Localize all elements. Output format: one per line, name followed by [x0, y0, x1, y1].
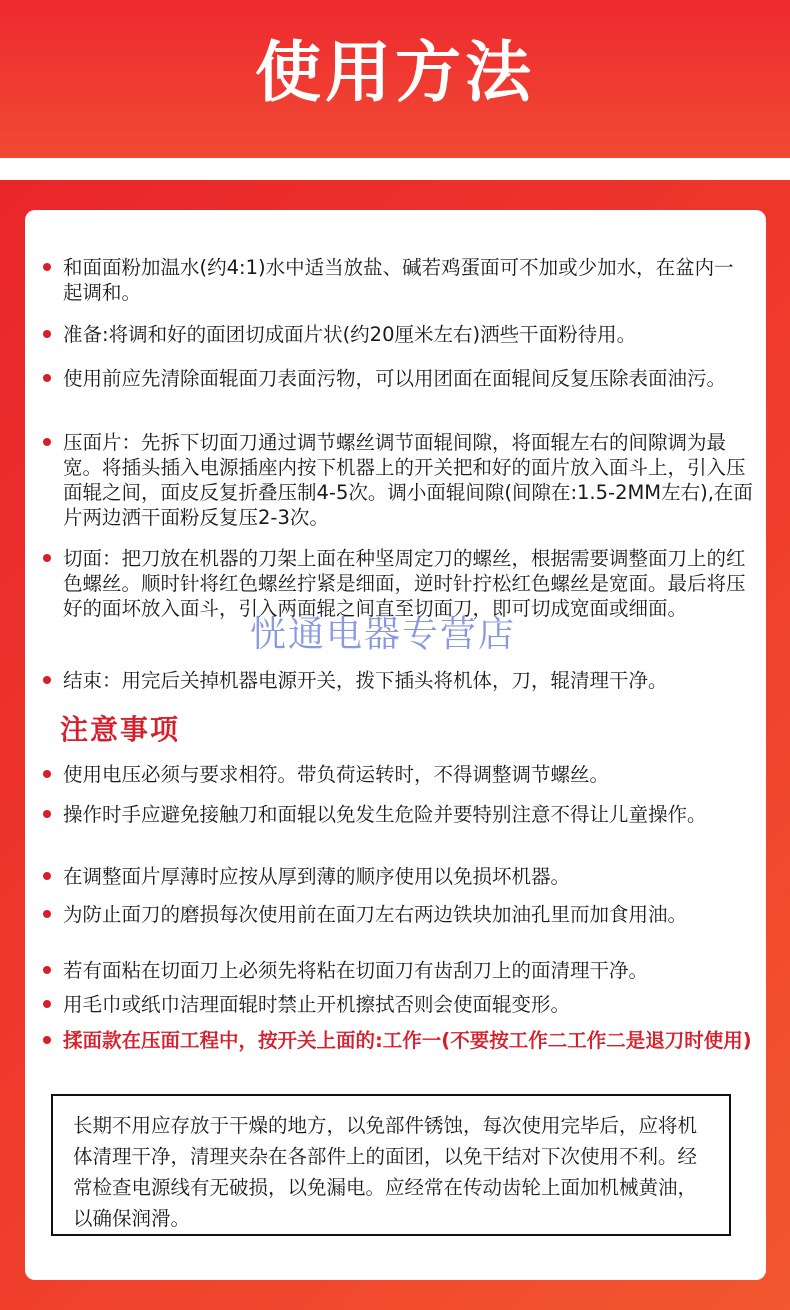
- usage-item-clean-before: 使用前应先清除面辊面刀表面污物，可以用团面在面辊间反复压除表面油污。: [63, 366, 753, 391]
- note-item-clean-blade: 若有面粘在切面刀上必须先将粘在切面刀有齿刮刀上的面清理干净。: [63, 958, 753, 983]
- bullet-icon: [43, 263, 51, 271]
- store-watermark: 恍通电器专营店: [250, 614, 517, 655]
- bullet-icon: [43, 330, 51, 338]
- bullet-icon: [43, 438, 51, 446]
- page-title: 使用方法: [255, 34, 535, 111]
- bullet-icon: [43, 374, 51, 382]
- notes-title: 注意事项: [60, 713, 181, 746]
- bullet-icon: [43, 910, 51, 918]
- bullet-icon: [43, 1036, 51, 1044]
- note-item-oil: 为防止面刀的磨损每次使用前在面刀左右两边铁块加油孔里而加食用油。: [63, 902, 753, 927]
- instructions-card: [25, 210, 766, 1280]
- usage-item-cutting: 切面：把刀放在机器的刀架上面在种坚周定刀的螺丝，根据需要调整面刀上的红色螺丝。顺时针将红色螺丝拧紧是细面，逆时针拧松红色螺丝是宽面。最后将压好的面坏放入面斗，引入两面辊之间直至切面刀，即可切成宽面或细面。: [63, 546, 753, 621]
- usage-item-prepare: 准备:将调和好的面团切成面片状(约20厘米左右)洒些干面粉待用。: [63, 322, 753, 347]
- bullet-icon: [43, 770, 51, 778]
- note-item-voltage: 使用电压必须与要求相符。带负荷运转时，不得调整调节螺丝。: [63, 762, 753, 787]
- note-item-hand-safety: 操作时手应避免接触刀和面辊以免发生危险并要特别注意不得让儿童操作。: [63, 802, 753, 827]
- bullet-icon: [43, 1000, 51, 1008]
- bullet-icon: [43, 966, 51, 974]
- header-band: [0, 0, 790, 158]
- header-divider: [0, 158, 790, 180]
- bullet-icon: [43, 554, 51, 562]
- usage-item-finish: 结束：用完后关掉机器电源开关，拨下插头将机体，刀，辊清理干净。: [63, 668, 753, 693]
- maintenance-notice-box: [51, 1094, 731, 1236]
- note-item-thickness: 在调整面片厚薄时应按从厚到薄的顺序使用以免损坏机器。: [63, 864, 753, 889]
- bullet-icon: [43, 810, 51, 818]
- usage-item-press-sheet: 压面片：先拆下切面刀通过调节螺丝调节面辊间隙，将面辊左右的间隙调为最宽。将插头插入电源插座内按下机器上的开关把和好的面片放入面斗上，引入压面辊之间，面皮反复折叠压制4-5次。调小面辊间隙(间隙在:1.5-2MM左右),在面片两边洒干面粉反复压2-3次。: [63, 430, 753, 530]
- note-item-work-mode: 揉面款在压面工程中，按开关上面的:工作一(不要按工作二工作二是退刀时使用): [63, 1028, 753, 1053]
- note-item-wipe-roller: 用毛巾或纸巾洁理面辊时禁止开机擦拭否则会使面辊变形。: [63, 992, 753, 1017]
- bullet-icon: [43, 676, 51, 684]
- maintenance-notice-text: 长期不用应存放于干燥的地方，以免部件锈蚀，每次使用完毕后，应将机体清理干净，清理夹杂在各部件上的面团，以免干结对下次使用不利。经常检查电源线有无破损，以免漏电。应经常在传动齿轮上面加机械黄油，以确保润滑。: [73, 1114, 698, 1230]
- bullet-icon: [43, 872, 51, 880]
- usage-item-mixing: 和面面粉加温水(约4:1)水中适当放盐、碱若鸡蛋面可不加或少加水，在盆内一起调和。: [63, 255, 753, 305]
